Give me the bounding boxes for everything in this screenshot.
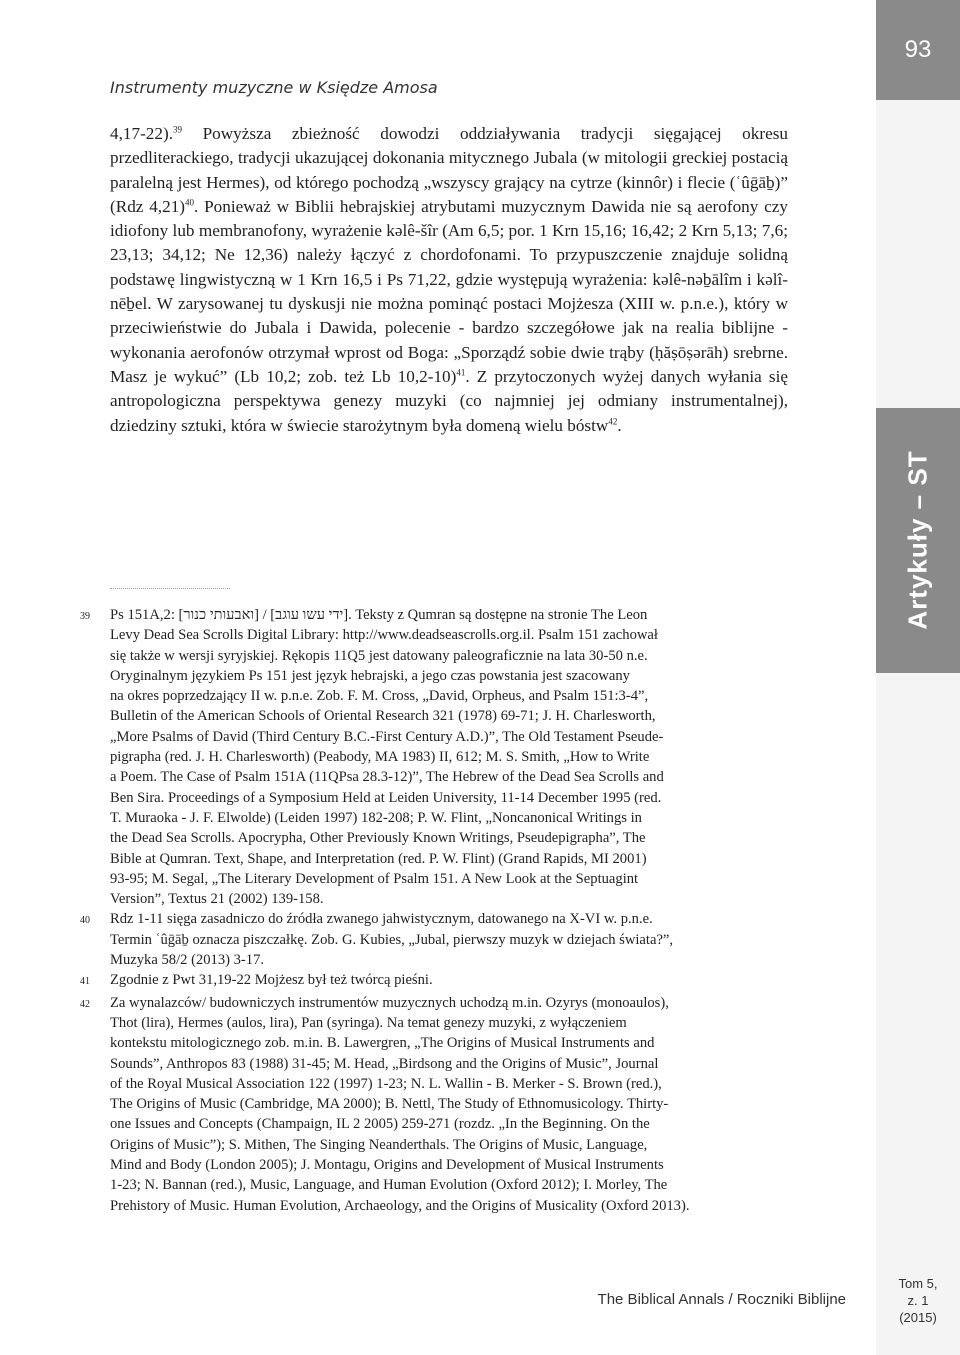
footnote-line: Origins of Music”); S. Mithen, The Singing Neanderthals. The Origins of Music, Language, [110, 1136, 648, 1153]
text-segment: . Ponieważ w Biblii hebrajskiej atrybutami muzycznym Dawida nie są aerofony czy idiofony lub membranofony, wyrażenie kəlê-šîr (Am 6,5; por. 1 Krn 15,16; 16,42; 2 Krn 5,13; 7,6; 23,13; 34,12; Ne 12,36) należy łączyć z chordofonami. To przypuszczenie znajduje solidną podstawę lingwistyczną w 1 Krn 16,5 i Ps 71,22, gdzie występują wyrażenia: kəlê-nəḇālîm i kəlî-nēḇel. W zarysowanej tu dyskusji nie można pominąć postaci Mojżesza (XIII w. p.n.e.), który w przeciwieństwie do Jubala i Dawida, polecenie - bardzo szczegółowe jak na realia biblijne - wykonania aerofonów otrzymał wprost od Boga: „Sporządź sobie dwie trąby (ḥăṣōṣərāh) srebrne. Masz je wykuć” (Lb 10,2; zob. też Lb 10,2-10) [110, 196, 788, 386]
volume-line: Tom 5, [898, 1276, 938, 1291]
footnote-line: Bible at Qumran. Text, Shape, and Interpretation (red. P. W. Flint) (Grand Rapids, MI 2001) [110, 850, 647, 867]
footnote-line: the Dead Sea Scrolls. Apocrypha, Other Previously Known Writings, Pseudepigrapha”, The [110, 830, 646, 847]
footnote-line: Sounds”, Anthropos 83 (1988) 31-45; M. Head, „Birdsong and the Origins of Music”, Journal [110, 1055, 659, 1072]
page-number: 93 [876, 0, 960, 100]
footnote-line: 93-95; M. Segal, „The Literary Development of Psalm 151. A New Look at the Septuagint [110, 870, 639, 887]
text-segment: 4,17-22). [110, 124, 174, 143]
footnote-line: Bulletin of the American Schools of Oriental Research 321 (1978) 69-71; J. H. Charlesworth, [110, 708, 656, 725]
footnote-line: Thot (lira), Hermes (aulos, lira), Pan (syringa). Na temat genezy muzyki, z wyłączeniem [110, 1014, 627, 1031]
footnote-line: Ps 151A,2: [ואבעותי כנור] / [ידי עשו עוגב]. Teksty z Qumran są dostępne na stronie The Leon [110, 607, 648, 623]
footnote-line: na okres poprzedzający II w. p.n.e. Zob. F. M. Cross, „David, Orpheus, and Psalm 151:3-4”, [110, 688, 649, 705]
footnote-line: Prehistory of Music. Human Evolution, Archaeology, and the Origins of Musicality (Oxford 2013). [110, 1197, 690, 1214]
side-margin-band [876, 0, 960, 1355]
footnote-line: Rdz 1-11 sięga zasadniczo do źródła zwanego jahwistycznym, datowanego na X-VI w. p.n.e. [110, 911, 653, 928]
footnote-line: się także w wersji syryjskiej. Rękopis 11Q5 jest datowany paleograficznie na lata 30-50 n.e. [110, 647, 648, 664]
footnote-line: The Origins of Music (Cambridge, MA 2000); B. Nettl, The Study of Ethnomusicology. Thirty- [110, 1096, 669, 1113]
running-head: Instrumenty muzyczne w Księdze Amosa [110, 78, 438, 97]
footnote-number: 40 [80, 915, 90, 927]
footnote-line: Mind and Body (London 2005); J. Montagu, Origins and Development of Musical Instruments [110, 1157, 664, 1174]
footnote-line: Za wynalazców/ budowniczych instrumentów muzycznych uchodzą m.in. Ozyrys (monoaulos), [110, 994, 669, 1011]
footnote-ref-41[interactable]: 41 [456, 367, 466, 378]
footnote-number: 41 [80, 976, 90, 988]
journal-title: The Biblical Annals / Roczniki Biblijne [597, 1291, 846, 1308]
volume-line: (2015) [899, 1310, 937, 1325]
footnote-line: Oryginalnym językiem Ps 151 jest język hebrajski, a jego czas powstania jest szacowany [110, 667, 630, 684]
footnote-separator [110, 588, 230, 589]
footnote-number: 42 [80, 998, 90, 1010]
footnote-41 [80, 970, 792, 992]
main-text [110, 122, 788, 438]
footnote-line: Termin ʿûḡāḇ oznacza piszczałkę. Zob. G. Kubies, „Jubal, pierwszy muzyk w dziejach świata?”, [110, 931, 674, 948]
footnote-line: of the Royal Musical Association 122 (1997) 1-23; N. L. Wallin - B. Merker - S. Brown (red.), [110, 1075, 662, 1092]
footnote-line: Zgodnie z Pwt 31,19-22 Mojżesz był też twórcą pieśni. [110, 972, 433, 989]
section-label: Artykuły – ST [902, 450, 933, 630]
footnote-text [110, 993, 792, 1216]
footnote-text [110, 909, 792, 970]
footnote-number: 39 [80, 611, 90, 622]
footnote-ref-39[interactable]: 39 [173, 124, 183, 135]
footnote-39 [80, 605, 792, 909]
footnote-text [110, 970, 792, 992]
footnote-40 [80, 909, 792, 970]
footnote-ref-42[interactable]: 42 [608, 415, 618, 426]
footnotes [80, 605, 792, 1216]
volume-line: z. 1 [907, 1293, 929, 1308]
footnote-ref-40[interactable]: 40 [185, 197, 195, 208]
footnote-line: Version”, Textus 21 (2002) 139-158. [110, 891, 324, 908]
footnote-line: Ben Sira. Proceedings of a Symposium Held at Leiden University, 11-14 December 1995 (red. [110, 789, 662, 806]
text-segment: Powyższa zbieżność dowodzi oddziaływania tradycji sięgającej okresu przedliterackiego, tradycji ukazującej dokonania mitycznego Jubala (w mitologii greckiej postacią paralelną jest Hermes), od którego pochodzą „wszyscy grający na cytrze (kinnôr) i flecie (ʿûḡāḇ)” (Rdz 4,21) [110, 124, 788, 216]
footnote-line: one Issues and Concepts (Champaign, IL 2 2005) 259-271 (rozdz. „In the Beginning. On the [110, 1116, 650, 1133]
footnote-line: „More Psalms of David (Third Century B.C.-First Century A.D.)”, The Old Testament Pseude- [110, 728, 664, 745]
footnote-line: 1-23; N. Bannan (red.), Music, Language, and Human Evolution (Oxford 2012); I. Morley, The [110, 1177, 668, 1194]
footnote-42 [80, 993, 792, 1216]
footnote-line: Levy Dead Sea Scrolls Digital Library: http://www.deadseascrolls.org.il. Psalm 151 zachował [110, 627, 658, 644]
text-segment: . Z przytoczonych wyżej danych wyłania się antropologiczna perspektywa genezy muzyki (co najmniej jej odmiany instrumentalnej), dziedziny sztuki, która w świecie starożytnym była domeną wielu bóstw [110, 366, 788, 435]
text-segment: . [617, 415, 622, 435]
volume-info [876, 1275, 960, 1326]
footnote-line: kontekstu mitologicznego zob. m.in. B. Lawergren, „The Origins of Musical Instruments and [110, 1035, 655, 1052]
footnote-line: a Poem. The Case of Psalm 151A (11QPsa 28.3-12)”, The Hebrew of the Dead Sea Scrolls and [110, 769, 664, 786]
footnote-line: T. Muraoka - J. F. Elwolde) (Leiden 1997) 182-208; P. W. Flint, „Noncanonical Writings in [110, 809, 642, 826]
footnote-line: pigrapha (red. J. H. Charlesworth) (Peabody, MA 1983) II, 612; M. S. Smith, „How to Write [110, 749, 650, 766]
paragraph [110, 122, 788, 438]
footnote-line: Muzyka 58/2 (2013) 3-17. [110, 952, 265, 969]
footnote-text [110, 605, 792, 909]
